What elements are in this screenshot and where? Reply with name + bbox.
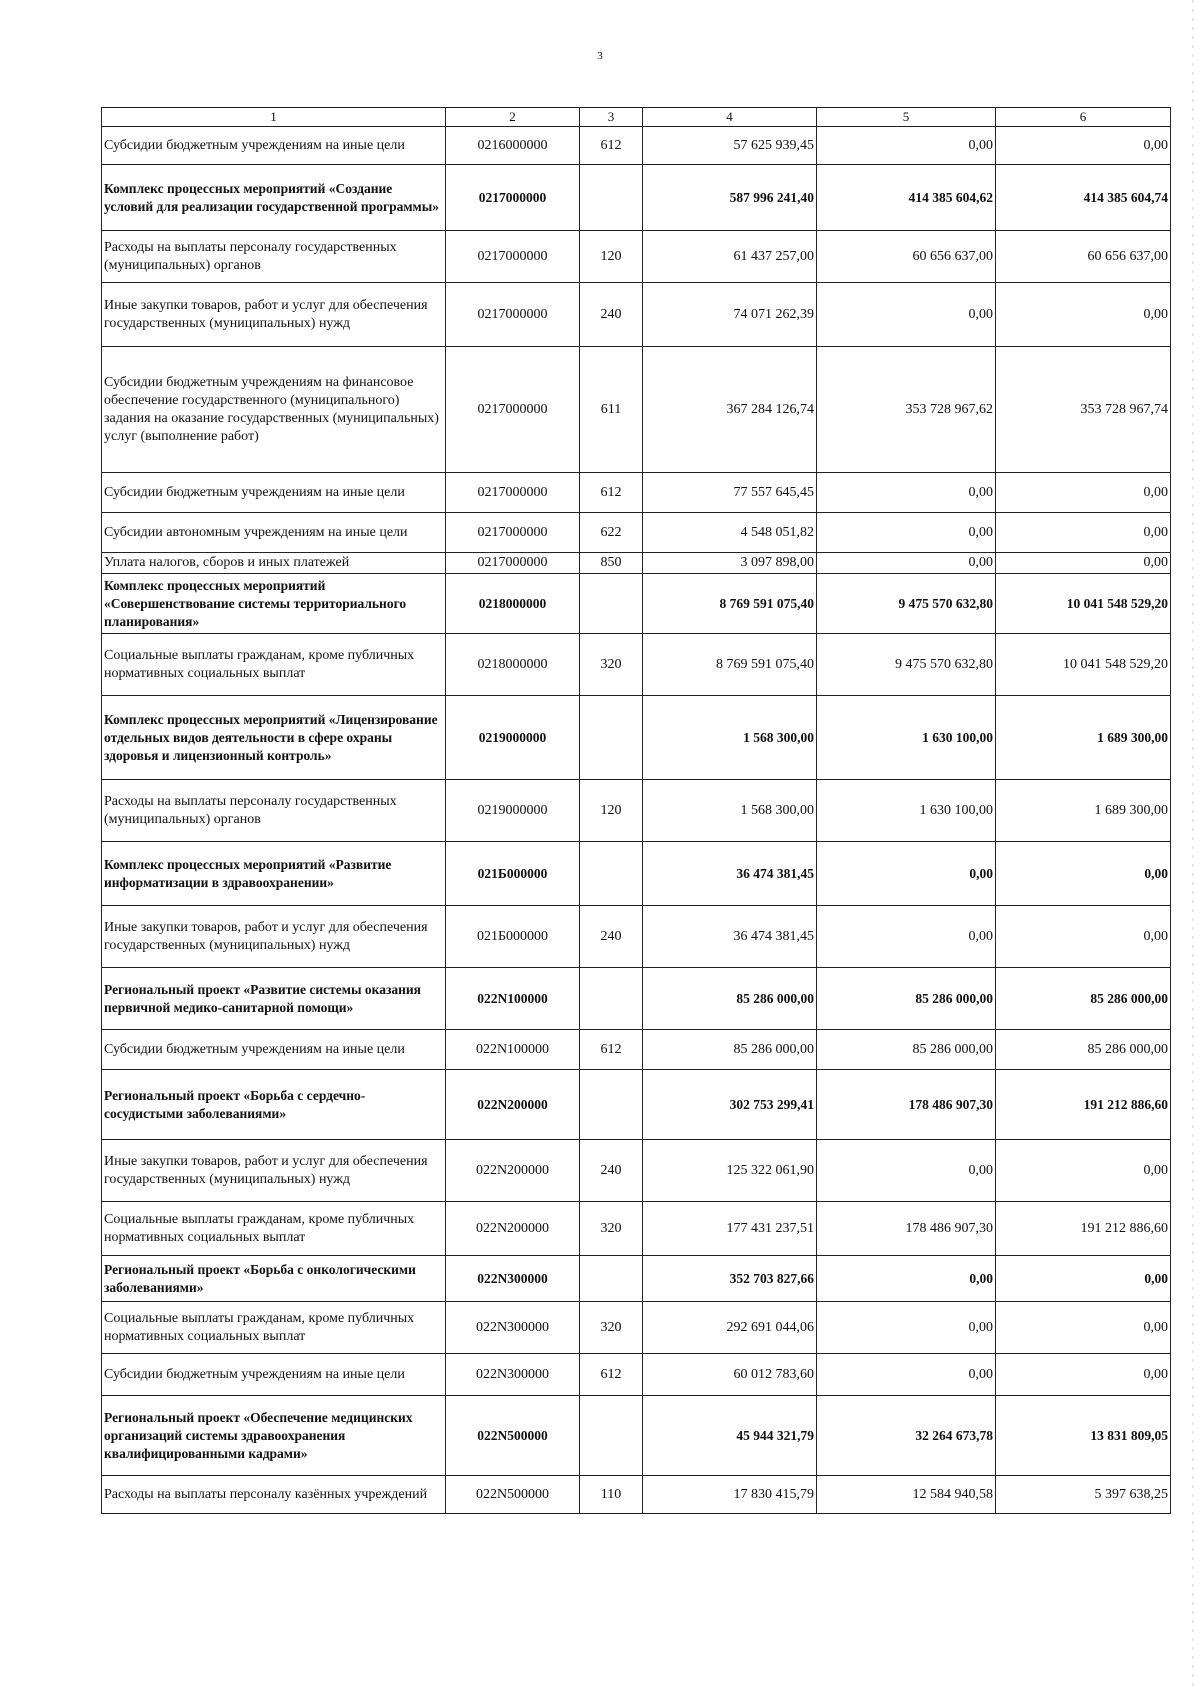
cell-target-code: 022N300000 [446,1354,580,1396]
cell-amount-col4: 85 286 000,00 [643,1030,817,1070]
cell-amount-col5: 32 264 673,78 [817,1396,996,1476]
cell-amount-col4: 77 557 645,45 [643,473,817,513]
cell-target-code: 022N500000 [446,1396,580,1476]
cell-expense-type [580,574,643,634]
cell-name: Комплекс процессных мероприятий «Совершенствование системы территориального планирования» [102,574,446,634]
cell-amount-col6: 0,00 [996,473,1171,513]
budget-table-body [102,108,1171,1514]
column-header-4: 4 [643,108,817,127]
column-header-5: 5 [817,108,996,127]
cell-target-code: 0217000000 [446,347,580,473]
cell-amount-col5: 85 286 000,00 [817,968,996,1030]
cell-amount-col6: 0,00 [996,283,1171,347]
cell-target-code: 022N200000 [446,1140,580,1202]
cell-name: Иные закупки товаров, работ и услуг для обеспечения государственных (муниципальных) нужд [102,1140,446,1202]
cell-amount-col5: 0,00 [817,283,996,347]
cell-amount-col4: 8 769 591 075,40 [643,634,817,696]
table-row-section [102,842,1171,906]
cell-amount-col5: 9 475 570 632,80 [817,634,996,696]
cell-expense-type [580,696,643,780]
cell-expense-type: 120 [580,780,643,842]
cell-amount-col6: 1 689 300,00 [996,696,1171,780]
cell-name: Уплата налогов, сборов и иных платежей [102,553,446,574]
cell-amount-col5: 9 475 570 632,80 [817,574,996,634]
cell-amount-col5: 0,00 [817,473,996,513]
cell-amount-col6: 0,00 [996,1256,1171,1302]
cell-amount-col5: 0,00 [817,1302,996,1354]
cell-amount-col5: 178 486 907,30 [817,1202,996,1256]
cell-amount-col4: 74 071 262,39 [643,283,817,347]
column-header-2: 2 [446,108,580,127]
cell-name: Социальные выплаты гражданам, кроме публичных нормативных социальных выплат [102,1202,446,1256]
cell-amount-col6: 0,00 [996,513,1171,553]
cell-amount-col4: 8 769 591 075,40 [643,574,817,634]
cell-amount-col5: 353 728 967,62 [817,347,996,473]
table-row [102,1030,1171,1070]
cell-expense-type: 611 [580,347,643,473]
cell-name: Иные закупки товаров, работ и услуг для обеспечения государственных (муниципальных) нужд [102,283,446,347]
cell-name: Субсидии автономным учреждениям на иные цели [102,513,446,553]
table-row [102,513,1171,553]
table-row-section [102,1396,1171,1476]
table-row [102,1302,1171,1354]
cell-amount-col5: 85 286 000,00 [817,1030,996,1070]
cell-expense-type [580,1396,643,1476]
cell-expense-type: 240 [580,283,643,347]
table-row [102,634,1171,696]
cell-amount-col4: 177 431 237,51 [643,1202,817,1256]
table-row [102,1140,1171,1202]
cell-target-code: 0219000000 [446,780,580,842]
table-row-section [102,1256,1171,1302]
cell-amount-col4: 125 322 061,90 [643,1140,817,1202]
cell-amount-col6: 0,00 [996,127,1171,165]
cell-amount-col5: 0,00 [817,1354,996,1396]
cell-target-code: 0217000000 [446,283,580,347]
table-row-section [102,574,1171,634]
cell-amount-col5: 0,00 [817,553,996,574]
cell-expense-type: 320 [580,1302,643,1354]
cell-expense-type: 120 [580,231,643,283]
cell-amount-col4: 45 944 321,79 [643,1396,817,1476]
cell-amount-col6: 13 831 809,05 [996,1396,1171,1476]
cell-target-code: 0218000000 [446,574,580,634]
cell-name: Субсидии бюджетным учреждениям на иные цели [102,127,446,165]
cell-expense-type: 240 [580,906,643,968]
cell-amount-col4: 302 753 299,41 [643,1070,817,1140]
cell-expense-type: 612 [580,127,643,165]
cell-name: Комплекс процессных мероприятий «Развитие информатизации в здравоохранении» [102,842,446,906]
cell-name: Иные закупки товаров, работ и услуг для обеспечения государственных (муниципальных) нужд [102,906,446,968]
cell-amount-col5: 0,00 [817,906,996,968]
cell-amount-col6: 191 212 886,60 [996,1202,1171,1256]
cell-amount-col6: 85 286 000,00 [996,968,1171,1030]
cell-target-code: 021Б000000 [446,906,580,968]
table-row [102,283,1171,347]
cell-target-code: 0217000000 [446,473,580,513]
cell-target-code: 0217000000 [446,513,580,553]
cell-amount-col4: 60 012 783,60 [643,1354,817,1396]
cell-amount-col6: 5 397 638,25 [996,1476,1171,1514]
cell-amount-col6: 0,00 [996,1302,1171,1354]
cell-target-code: 022N100000 [446,968,580,1030]
cell-amount-col4: 1 568 300,00 [643,780,817,842]
cell-amount-col6: 414 385 604,74 [996,165,1171,231]
cell-expense-type: 320 [580,1202,643,1256]
table-row [102,906,1171,968]
cell-amount-col5: 0,00 [817,842,996,906]
cell-expense-type: 612 [580,473,643,513]
cell-amount-col5: 0,00 [817,513,996,553]
table-row-section [102,1070,1171,1140]
cell-amount-col6: 85 286 000,00 [996,1030,1171,1070]
cell-target-code: 0217000000 [446,165,580,231]
cell-expense-type [580,1070,643,1140]
cell-amount-col6: 191 212 886,60 [996,1070,1171,1140]
table-row [102,780,1171,842]
cell-target-code: 022N200000 [446,1070,580,1140]
cell-target-code: 022N200000 [446,1202,580,1256]
cell-amount-col6: 0,00 [996,906,1171,968]
cell-name: Субсидии бюджетным учреждениям на иные цели [102,473,446,513]
table-row-section [102,696,1171,780]
cell-name: Региональный проект «Борьба с сердечно-сосудистыми заболеваниями» [102,1070,446,1140]
cell-amount-col4: 57 625 939,45 [643,127,817,165]
cell-target-code: 021Б000000 [446,842,580,906]
cell-name: Социальные выплаты гражданам, кроме публичных нормативных социальных выплат [102,1302,446,1354]
cell-amount-col5: 0,00 [817,1256,996,1302]
cell-expense-type: 622 [580,513,643,553]
cell-amount-col4: 61 437 257,00 [643,231,817,283]
cell-name: Расходы на выплаты персоналу государственных (муниципальных) органов [102,231,446,283]
column-header-1: 1 [102,108,446,127]
table-row-section [102,968,1171,1030]
cell-expense-type: 320 [580,634,643,696]
cell-expense-type: 612 [580,1354,643,1396]
cell-target-code: 022N100000 [446,1030,580,1070]
cell-amount-col5: 12 584 940,58 [817,1476,996,1514]
cell-amount-col6: 10 041 548 529,20 [996,634,1171,696]
cell-name: Региональный проект «Обеспечение медицинских организаций системы здравоохранения квалифицированными кадрами» [102,1396,446,1476]
scan-edge-artifact [1192,0,1194,1686]
table-row [102,1354,1171,1396]
cell-expense-type: 110 [580,1476,643,1514]
table-row [102,553,1171,574]
cell-expense-type [580,842,643,906]
cell-target-code: 022N300000 [446,1256,580,1302]
cell-expense-type: 850 [580,553,643,574]
cell-amount-col4: 587 996 241,40 [643,165,817,231]
cell-amount-col4: 36 474 381,45 [643,906,817,968]
table-header-row [102,108,1171,127]
table-row [102,127,1171,165]
cell-amount-col5: 1 630 100,00 [817,696,996,780]
cell-name: Региональный проект «Борьба с онкологическими заболеваниями» [102,1256,446,1302]
cell-name: Социальные выплаты гражданам, кроме публичных нормативных социальных выплат [102,634,446,696]
page-number: 3 [597,50,603,62]
table-row [102,347,1171,473]
cell-amount-col4: 292 691 044,06 [643,1302,817,1354]
cell-target-code: 0219000000 [446,696,580,780]
column-header-6: 6 [996,108,1171,127]
cell-amount-col5: 0,00 [817,1140,996,1202]
cell-name: Субсидии бюджетным учреждениям на иные цели [102,1354,446,1396]
cell-expense-type: 612 [580,1030,643,1070]
budget-table [101,107,1171,1514]
cell-amount-col4: 4 548 051,82 [643,513,817,553]
table-row [102,1476,1171,1514]
cell-name: Субсидии бюджетным учреждениям на иные цели [102,1030,446,1070]
cell-amount-col6: 1 689 300,00 [996,780,1171,842]
cell-amount-col6: 353 728 967,74 [996,347,1171,473]
cell-target-code: 0217000000 [446,553,580,574]
cell-amount-col5: 60 656 637,00 [817,231,996,283]
cell-amount-col4: 3 097 898,00 [643,553,817,574]
cell-amount-col4: 36 474 381,45 [643,842,817,906]
table-row [102,473,1171,513]
cell-target-code: 022N300000 [446,1302,580,1354]
cell-name: Расходы на выплаты персоналу государственных (муниципальных) органов [102,780,446,842]
cell-amount-col4: 17 830 415,79 [643,1476,817,1514]
cell-amount-col6: 0,00 [996,1140,1171,1202]
cell-amount-col6: 10 041 548 529,20 [996,574,1171,634]
cell-expense-type [580,1256,643,1302]
cell-target-code: 0217000000 [446,231,580,283]
cell-expense-type: 240 [580,1140,643,1202]
cell-name: Субсидии бюджетным учреждениям на финансовое обеспечение государственного (муниципального) задания на оказание государственных (муниципальных) услуг (выполнение работ) [102,347,446,473]
cell-target-code: 0216000000 [446,127,580,165]
table-row [102,231,1171,283]
cell-amount-col6: 60 656 637,00 [996,231,1171,283]
column-header-3: 3 [580,108,643,127]
cell-amount-col6: 0,00 [996,1354,1171,1396]
cell-expense-type [580,968,643,1030]
cell-amount-col5: 1 630 100,00 [817,780,996,842]
cell-amount-col5: 0,00 [817,127,996,165]
table-row [102,1202,1171,1256]
cell-amount-col4: 367 284 126,74 [643,347,817,473]
cell-target-code: 0218000000 [446,634,580,696]
cell-expense-type [580,165,643,231]
cell-target-code: 022N500000 [446,1476,580,1514]
table-row-section [102,165,1171,231]
cell-name: Расходы на выплаты персоналу казённых учреждений [102,1476,446,1514]
cell-amount-col4: 1 568 300,00 [643,696,817,780]
cell-amount-col4: 352 703 827,66 [643,1256,817,1302]
cell-amount-col4: 85 286 000,00 [643,968,817,1030]
cell-name: Комплекс процессных мероприятий «Создание условий для реализации государственной программы» [102,165,446,231]
cell-amount-col6: 0,00 [996,553,1171,574]
cell-amount-col5: 414 385 604,62 [817,165,996,231]
cell-amount-col5: 178 486 907,30 [817,1070,996,1140]
cell-amount-col6: 0,00 [996,842,1171,906]
cell-name: Комплекс процессных мероприятий «Лицензирование отдельных видов деятельности в сфере охраны здоровья и лицензионный контроль» [102,696,446,780]
cell-name: Региональный проект «Развитие системы оказания первичной медико-санитарной помощи» [102,968,446,1030]
